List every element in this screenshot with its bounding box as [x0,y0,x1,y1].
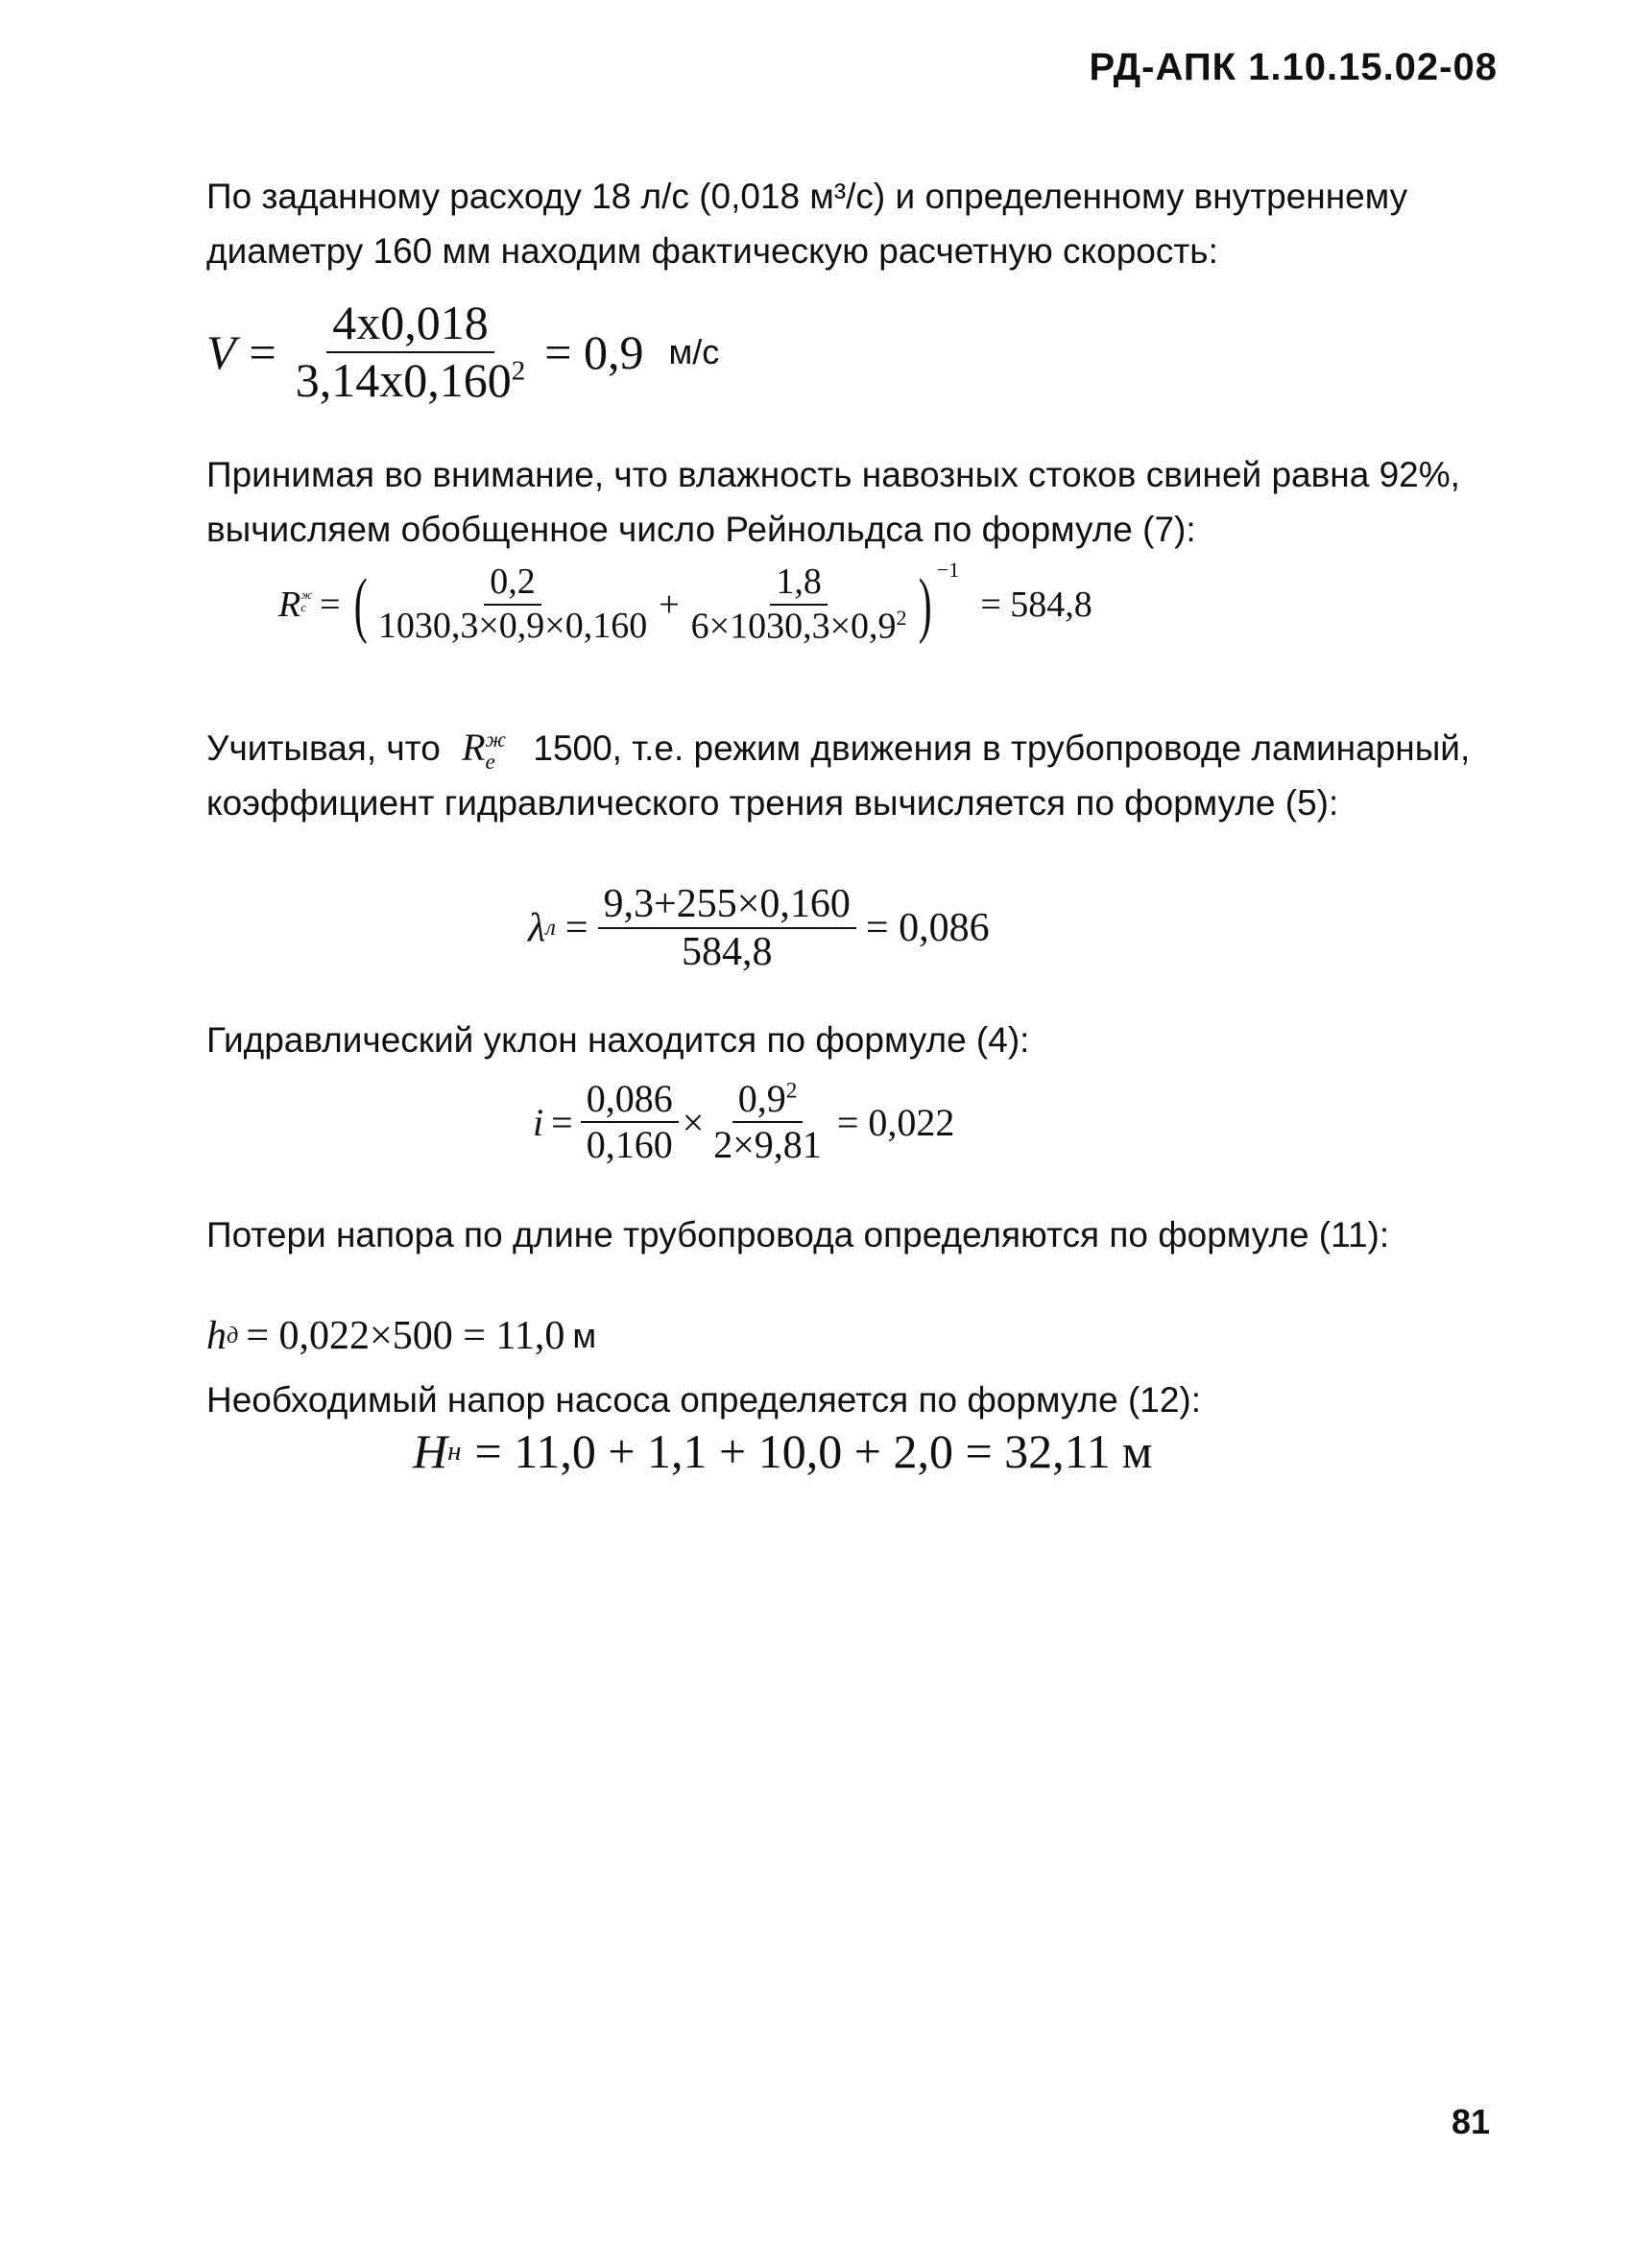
slope-fraction2-exponent: 2 [785,1078,798,1104]
head-loss-symbol: h [206,1314,227,1358]
page-number: 81 [1451,2102,1490,2141]
pump-head-expression: = 11,0 + 1,1 + 10,0 + 2,0 = 32,11 [474,1424,1111,1478]
slope-symbol: i [533,1100,544,1144]
formula-head-loss [206,1313,596,1359]
laminar-text-after: 1500, т.е. режим движения в трубопроводе ламинарный, коэффициент гидравлического трения вычисляется по формуле (5): [206,728,1471,823]
formula-velocity: V = $\frac{4x0,018}{3,14x0,160^2}$ = 0,9 м/с [206,296,720,407]
head-loss-unit: м [572,1316,597,1355]
slope-fraction1-denominator: 0,160 [586,1123,673,1166]
velocity-denominator: 3,14x0,160 [295,352,512,407]
lambda-symbol: λ [528,906,546,951]
reynolds-result: = 584,8 [980,585,1092,626]
lambda-denominator: 584,8 [681,930,773,975]
slope-fraction2-numerator: 0,9 [737,1077,786,1120]
reynolds-fraction2-denominator: 6×1030,3×0,9 [690,606,897,647]
paragraph-pump-head: Необходимый напор насоса определяется по формуле (12): [206,1380,1202,1420]
document-code: РД-АПК 1.10.15.02-08 [1089,46,1498,88]
lambda-subscript: л [545,915,556,942]
reynolds-superscript: ж [300,588,313,603]
formula-reynolds: R ж с = ( $\frac{0,2}{1030,3\times 0,9\times 0,160}$ + $\frac{1,8}{6\times 1030,3\times 0,9^2}$ ) $^{-1}$ = 584,8 [278,558,1092,647]
reynolds-fraction2-numerator: 1,8 [770,561,828,606]
reynolds-fraction1-numerator: 0,2 [484,561,541,606]
lambda-numerator: 9,3+255×0,160 [598,881,856,929]
slope-fraction1-numerator: 0,086 [581,1077,679,1123]
pump-head-subscript: н [447,1435,462,1467]
head-loss-subscript: д [227,1323,239,1349]
reynolds-outer-exponent: −1 [936,558,960,582]
slope-result: = 0,022 [836,1100,955,1144]
reynolds-fraction2-exponent: 2 [896,605,907,630]
paragraph-laminar-regime [206,720,1493,830]
velocity-symbol: V [206,324,236,379]
slope-times: × [682,1100,705,1144]
paragraph-reynolds-intro: Принимая во внимание, что влажность навозных стоков свиней равна 92%, вычисляем обобщенное число Рейнольдса по формуле (7): [206,455,1460,549]
lambda-result: = 0,086 [865,906,990,951]
paragraph-hydraulic-slope: Гидравлический уклон находится по формуле (4): [206,1020,1030,1060]
inline-reynolds-symbol: R ж e [462,726,507,775]
paragraph-flow-rate: По заданному расходу 18 л/с (0,018 м³/с) и определенному внутреннему диаметру 160 мм находим фактическую расчетную скорость: [206,177,1408,271]
velocity-numerator: 4x0,018 [326,296,494,353]
velocity-result: = 0,9 [544,324,644,379]
reynolds-symbol: R [278,585,301,626]
velocity-unit: м/с [668,331,720,371]
pump-head-symbol: H [413,1424,448,1478]
reynolds-subscript: с [300,601,306,615]
paragraph-head-loss: Потери напора по длине трубопровода определяются по формуле (11): [206,1215,1390,1254]
velocity-denominator-exponent: 2 [511,354,526,386]
pump-head-unit: м [1121,1424,1153,1478]
head-loss-expression: = 0,022×500 = 11,0 [246,1314,565,1358]
reynolds-fraction1-denominator: 1030,3×0,9×0,160 [377,606,648,647]
slope-fraction2-denominator: 2×9,81 [713,1123,822,1166]
formula-pump-head [413,1423,1152,1479]
formula-friction-coefficient: λ л = $\frac{9,3+255\times 0,160}{584,8}$ = 0,086 [528,882,990,975]
laminar-text-before: Учитывая, что [206,728,441,768]
formula-hydraulic-slope: i = $\frac{0,086}{0,160}$ × $\frac{0,9^2}{2\times 9,81}$ = 0,022 [533,1077,955,1166]
